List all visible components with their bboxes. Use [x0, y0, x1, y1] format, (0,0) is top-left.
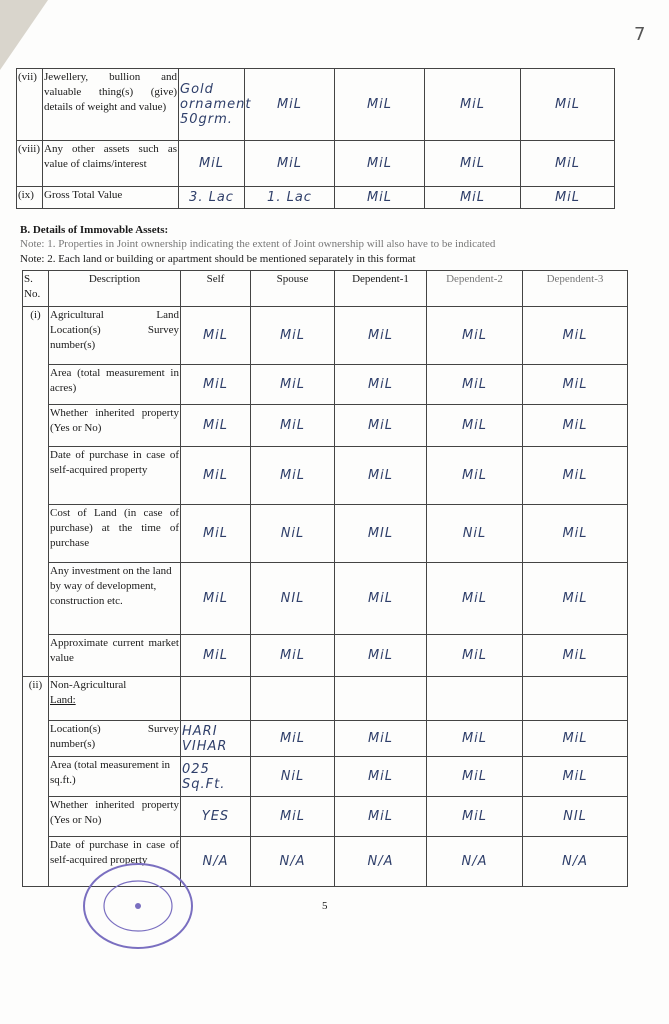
table-row [23, 721, 628, 757]
cell-dependent-1: MiL [335, 447, 427, 505]
cell-dependent-3: NIL [523, 797, 628, 837]
header-self: Self [181, 271, 251, 307]
cell-self: MiL [181, 563, 251, 635]
corner-mark: 7 [634, 24, 646, 45]
cell-dependent-2: MiL [427, 721, 523, 757]
empty-cell [251, 677, 335, 721]
cell-dependent-2: MiL [427, 405, 523, 447]
row-description: Whether inherited property (Yes or No) [49, 405, 181, 447]
row-description: Cost of Land (in case of purchase) at the time of purchase [49, 505, 181, 563]
cell-self: MiL [181, 505, 251, 563]
cell-spouse: NiL [251, 757, 335, 797]
row-description: Gross Total Value [43, 187, 179, 209]
cell-self: YES [181, 797, 251, 837]
cell-dependent-2: N/A [427, 837, 523, 887]
cell-dependent-1: MiL [335, 141, 425, 187]
row-description: Jewellery, bullion and valuable thing(s) (give) details of weight and value) [43, 69, 179, 141]
cell-self: MiL [181, 307, 251, 365]
table-row [23, 635, 628, 677]
cell-dependent-3: MiL [521, 141, 615, 187]
table-row [23, 505, 628, 563]
row-description: Date of purchase in case of self-acquired property [49, 837, 181, 887]
cell-spouse: MiL [251, 365, 335, 405]
table-row [17, 141, 615, 187]
cell-dependent-3: MiL [521, 69, 615, 141]
table-row [23, 307, 628, 365]
cell-dependent-3: MiL [523, 505, 628, 563]
cell-dependent-1: N/A [335, 837, 427, 887]
row-description: Any other assets such as value of claims/interest [43, 141, 179, 187]
cell-dependent-1: MiL [335, 365, 427, 405]
cell-spouse: MiL [245, 69, 335, 141]
table-row [17, 69, 615, 141]
cell-self: MiL [181, 447, 251, 505]
cell-dependent-2: MiL [427, 563, 523, 635]
row-number: (viii) [17, 141, 43, 187]
row-description: Any investment on the land by way of development, construction etc. [49, 563, 181, 635]
official-seal-stamp [80, 860, 196, 952]
section-title-text: Non-Agricultural [50, 679, 127, 691]
movable-assets-table [16, 68, 615, 209]
cell-dependent-2: MiL [425, 141, 521, 187]
table-row [23, 757, 628, 797]
page-number: 5 [322, 900, 328, 912]
table-row [23, 447, 628, 505]
cell-self: N/A [181, 837, 251, 887]
cell-dependent-3: MiL [523, 721, 628, 757]
row-number: (vii) [17, 69, 43, 141]
row-description: Date of purchase in case of self-acquired property [49, 447, 181, 505]
table-row [17, 187, 615, 209]
table-header-row [23, 271, 628, 307]
header-spouse: Spouse [251, 271, 335, 307]
cell-dependent-1: MiL [335, 757, 427, 797]
cell-dependent-3: N/A [523, 837, 628, 887]
cell-dependent-2: NiL [427, 505, 523, 563]
table-row [23, 405, 628, 447]
cell-self: Gold ornament 50grm. [179, 69, 245, 141]
table-row [23, 365, 628, 405]
section-number: (ii) [23, 677, 49, 887]
cell-dependent-2: MiL [427, 797, 523, 837]
seal-center-dot [135, 903, 141, 909]
cell-spouse: 1. Lac [245, 187, 335, 209]
header-dependent-1: Dependent-1 [335, 271, 427, 307]
cell-dependent-1: MiL [335, 563, 427, 635]
section-title [49, 677, 181, 721]
cell-dependent-2: MiL [427, 447, 523, 505]
cell-dependent-3: MiL [523, 563, 628, 635]
row-description: Area (total measurement in sq.ft.) [49, 757, 181, 797]
cell-spouse: N/A [251, 837, 335, 887]
immovable-assets-table [22, 270, 628, 887]
cell-dependent-2: MiL [427, 635, 523, 677]
cell-dependent-3: MiL [523, 635, 628, 677]
header-dependent-2: Dependent-2 [427, 271, 523, 307]
cell-spouse: MiL [251, 797, 335, 837]
header-description: Description [49, 271, 181, 307]
cell-spouse: MiL [251, 447, 335, 505]
cell-spouse: MiL [251, 307, 335, 365]
cell-spouse: MiL [251, 405, 335, 447]
cell-dependent-2: MiL [425, 187, 521, 209]
cell-dependent-1: MiL [335, 797, 427, 837]
cell-dependent-1: MiL [335, 187, 425, 209]
cell-dependent-3: MiL [523, 405, 628, 447]
cell-dependent-1: MiL [335, 405, 427, 447]
immovable-assets-heading: B. Details of Immovable Assets: [20, 224, 169, 236]
empty-cell [523, 677, 628, 721]
header-sno: S. No. [23, 271, 49, 307]
row-description: Approximate current market value [49, 635, 181, 677]
cell-dependent-3: MiL [523, 365, 628, 405]
cell-dependent-2: MiL [427, 307, 523, 365]
header-dependent-3: Dependent-3 [523, 271, 628, 307]
cell-dependent-1: MiL [335, 69, 425, 141]
table-row [23, 797, 628, 837]
cell-dependent-3: MiL [521, 187, 615, 209]
row-description: Location(s) Survey number(s) [49, 721, 181, 757]
table-row [23, 563, 628, 635]
row-description: Agricultural Land Location(s) Survey number(s) [49, 307, 181, 365]
cell-dependent-1: MiL [335, 307, 427, 365]
cell-dependent-2: MiL [425, 69, 521, 141]
cell-spouse: MiL [251, 721, 335, 757]
empty-cell [335, 677, 427, 721]
page-corner-fold [0, 0, 48, 70]
cell-dependent-3: MiL [523, 307, 628, 365]
note-2: Note: 2. Each land or building or apartment should be mentioned separately in this format [20, 253, 416, 265]
cell-dependent-3: MiL [523, 757, 628, 797]
cell-spouse: MiL [251, 635, 335, 677]
cell-spouse: NiL [251, 505, 335, 563]
empty-cell [427, 677, 523, 721]
row-description: Whether inherited property (Yes or No) [49, 797, 181, 837]
section-number: (i) [23, 307, 49, 677]
cell-dependent-1: MiL [335, 721, 427, 757]
cell-self: MiL [181, 365, 251, 405]
cell-self: MiL [181, 635, 251, 677]
cell-dependent-2: MiL [427, 757, 523, 797]
cell-spouse: MiL [245, 141, 335, 187]
cell-dependent-3: MiL [523, 447, 628, 505]
cell-self: MiL [179, 141, 245, 187]
cell-dependent-2: MiL [427, 365, 523, 405]
cell-self: MiL [181, 405, 251, 447]
section-subtitle: Land: [50, 694, 76, 706]
cell-self: 3. Lac [179, 187, 245, 209]
cell-dependent-1: MIL [335, 505, 427, 563]
cell-dependent-1: MiL [335, 635, 427, 677]
table-row [23, 677, 628, 721]
note-1: Note: 1. Properties in Joint ownership indicating the extent of Joint ownership will also have to be indicated [20, 238, 496, 250]
empty-cell [181, 677, 251, 721]
row-description: Area (total measurement in acres) [49, 365, 181, 405]
row-number: (ix) [17, 187, 43, 209]
cell-self: 025 Sq.Ft. [181, 757, 251, 797]
cell-spouse: NIL [251, 563, 335, 635]
cell-self: HARI VIHAR [181, 721, 251, 757]
